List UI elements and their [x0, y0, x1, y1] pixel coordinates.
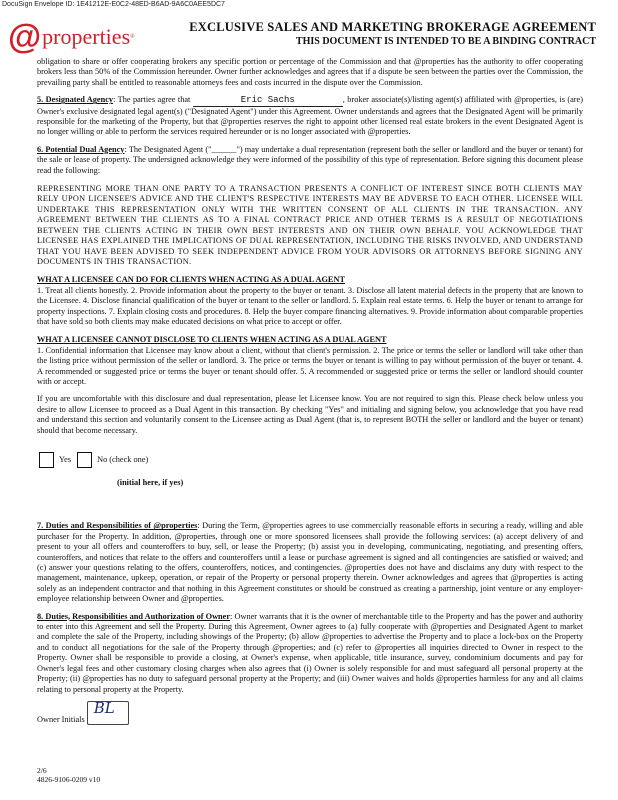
cannot-disclose-text: 1. Confidential information that Licensee may know about a client, without that client's permission. 2. The price or terms the seller or landlord will take other than the listing price without permission of the seller or landlord. 3. The price or terms the buyer or tenant is willing to pay without permission of the buyer or tenant. 4. A recommended or suggested price or terms the buyer or tenant should offer. 5. A recommended or suggested price or terms the seller or landlord should counter with or accept. [37, 345, 583, 386]
no-checkbox[interactable] [77, 452, 92, 468]
owner-initials-signature: BL [93, 698, 115, 717]
yes-checkbox[interactable] [39, 452, 54, 468]
owner-initials-box[interactable] [87, 698, 129, 725]
owner-initials-label: Owner Initials [37, 714, 85, 724]
binding-contract-subtitle: THIS DOCUMENT IS INTENDED TO BE A BINDING CONTRACT [295, 36, 596, 47]
section-7-text: : During the Term, @properties agrees to use commercially reasonable efforts in securing a ready, willing and able purchaser for the Property. In addition, @properties, through one or more sponsored licensees shall provide the following services: (a) accept delivery of and present to your all offers and counteroffers to buy, sell, or lease the Property; (b) assist you in developing, communicating, negotiating, and presenting offers, counteroffers, and notices that relate to the offers and counteroffers until a lease or purchase agreement is signed and all contingencies are satisfied or waived; and (c) answer your questions relating to the offers, counteroffers, notices, and contingencies. @properties does not have and disclaims any duty with respect to the management, maintenance, upkeep, operation, or repair of the Property or personal property therein. Owner acknowledges and agrees that @properties is acting solely as an independent contractor and that nothing in this Agreement constitutes or should be construed as creating a partnership, joint venture or any employer-employee relationship between Owner and @properties. [37, 521, 584, 604]
yes-label: Yes [59, 454, 72, 464]
commission-paragraph: obligation to share or offer cooperating brokers any specific portion or percentage of the Commission and that @properties has the authority to offer cooperating brokers less than 50% of the Commission hereunder. Owner further acknowledges and agrees that if a dispute be seen between the parties over the Commission, the prevailing party shall be entitled to reasonable attorneys fees and costs incurred in the dispute over the Commission. [37, 57, 583, 87]
owner-initials-line [37, 698, 583, 725]
logo-wordmark: properties [42, 24, 131, 49]
section-5-text-a: : The parties agree that [113, 95, 191, 105]
can-do-heading: WHAT A LICENSEE CAN DO FOR CLIENTS WHEN ACTING AS A DUAL AGENT [37, 275, 345, 285]
agreement-title: EXCLUSIVE SALES AND MARKETING BROKERAGE AGREEMENT [189, 20, 596, 34]
page-number: 2/6 [37, 766, 47, 775]
page-footer [37, 766, 100, 784]
section-6-text: : The Designated Agent ("______") may undertake a dual representation (represent both the seller or landlord and the buyer or tenant) for the sale or lease of property. The undersigned acknowledge they were informed of the possibility of this type of representation. Before signing this document please read the following: [37, 144, 583, 175]
section-6-heading: 6. Potential Dual Agency [37, 144, 125, 154]
designated-agent-field[interactable] [193, 95, 343, 106]
can-do-text: 1. Treat all clients honestly. 2. Provide information about the property to the buyer or tenant. 3. Disclose all latent material defects in the property that are known to the Licensee. 4. Disclose financial qualification of the buyer or tenant to the seller or landlord. 5. Explain real estate terms. 6. Help the buyer or tenant to arrange for property inspections. 7. Explain closing costs and procedures. 8. Help the buyer compare financing alternatives. 9. Provide information about comparable properties that have sold so both clients may make educated decisions on what price to accept or offer. [37, 285, 583, 326]
dual-agency-consent-checkboxes [37, 452, 583, 468]
document-title [189, 20, 596, 47]
section-7-heading: 7. Duties and Responsibilities of @properties [37, 521, 198, 531]
no-label: No (check one) [97, 454, 149, 464]
cannot-disclose-heading: WHAT A LICENSEE CANNOT DISCLOSE TO CLIENTS WHEN ACTING AS A DUAL AGENT [37, 335, 387, 345]
designated-agent-name: Eric Sachs [240, 95, 295, 106]
section-5 [37, 95, 583, 138]
document-body [37, 57, 583, 725]
logo-at-symbol: @ [8, 18, 42, 56]
section-8-heading: 8. Duties, Responsibilities and Authorization of Owner [37, 611, 231, 621]
section-8-text: : Owner warrants that it is the owner of merchantable title to the Property and has the power and authority to enter into this Agreement and sell the Property. During this Agreement, Owner agrees to (a) fully cooperate with @properties and Designated Agent to market and complete the sale of the Property, including showings of the Property; (b) allow @properties to advertise the Property and to place a lock-box on the Property and to conduct all negotiations for the sale of the Property through @properties; and (c) refer to @properties all inquiries directed to Owner in respect to the Property. Owner shall be responsible to provide a closing, at Owner's expense, when applicable, title insurance, survey, condominium documents and pay for Owner's legal fees and other customary closing charges when also agrees that (i) Owner is solely responsible for and must safeguard all personal property at the Property; (ii) @properties has no duty to safeguard personal property at the Property; and (iii) Owner waives and holds @properties harmless for any and all claims relating to personal property at the Property. [37, 611, 583, 694]
consent-paragraph: If you are uncomfortable with this disclosure and dual representation, please let Licensee know. You are not required to sign this. Please check below unless you desire to allow Licensee to proceed as a Dual Agent in this transaction. By checking "Yes" and initialing and signing below, you acknowledge that you have read and understand this section and voluntarily consent to the Licensee acting as Dual Agent (that is, to represent BOTH the seller or landlord and the buyer or tenant) should that become necessary. [37, 394, 583, 435]
section-5-text-b: , broker associate(s)/listing agent(s) affiliated with @properties, is (are) Owner's exclusive designated legal agent(s) ("Designated Agent") under this Agreement. Owner understands and agrees that the Designated Agent will be primarily responsible for the marketing of the Property, but that @properties reserves the right to appoint other licensed real estate brokers in the event Designated Agent is no longer willing or able to perform the services required hereunder or is no longer associated with @properties. [37, 95, 583, 137]
envelope-id: DocuSign Envelope ID: 1E41212E-E0C2-48ED-B6AD-9A6C0AEE5DC7 [2, 1, 225, 8]
dual-agency-disclosure: REPRESENTING MORE THAN ONE PARTY TO A TRANSACTION PRESENTS A CONFLICT OF INTEREST SINCE BOTH CLIENTS MAY RELY UPON LICENSEE'S ADVICE AND THE CLIENT'S RESPECTIVE INTERESTS MAY BE ADVERSE TO EACH OTHER. LICENSEE WILL UNDERTAKE THIS REPRESENTATION ONLY WITH THE WRITTEN CONSENT OF ALL CLIENTS IN THE TRANSACTION. ANY AGREEMENT BETWEEN THE CLIENTS AS TO A FINAL CONTRACT PRICE AND OTHER TERMS IS A RESULT OF NEGOTIATIONS BETWEEN THE CLIENTS ACTING IN THEIR OWN BEST INTERESTS AND ON THEIR OWN BEHALF. YOU ACKNOWLEDGE THAT LICENSEE HAS EXPLAINED THE IMPLICATIONS OF DUAL REPRESENTATION, INCLUDING THE RISKS INVOLVED, AND UNDERSTAND THAT YOU HAVE BEEN ADVISED TO SEEK INDEPENDENT ADVICE FROM YOUR ADVISORS OR ATTORNEYS BEFORE SIGNING ANY DOCUMENTS IN THIS TRANSACTION. [37, 184, 583, 266]
initials-caption: (initial here, if yes) [117, 478, 184, 487]
section-5-heading: 5. Designated Agency [37, 95, 114, 105]
section-8 [37, 612, 583, 695]
section-6 [37, 145, 583, 176]
section-7 [37, 521, 583, 604]
properties-logo [8, 20, 135, 54]
logo-trademark: ® [130, 34, 135, 40]
document-code: 4826-9106-0209 v10 [37, 775, 101, 784]
